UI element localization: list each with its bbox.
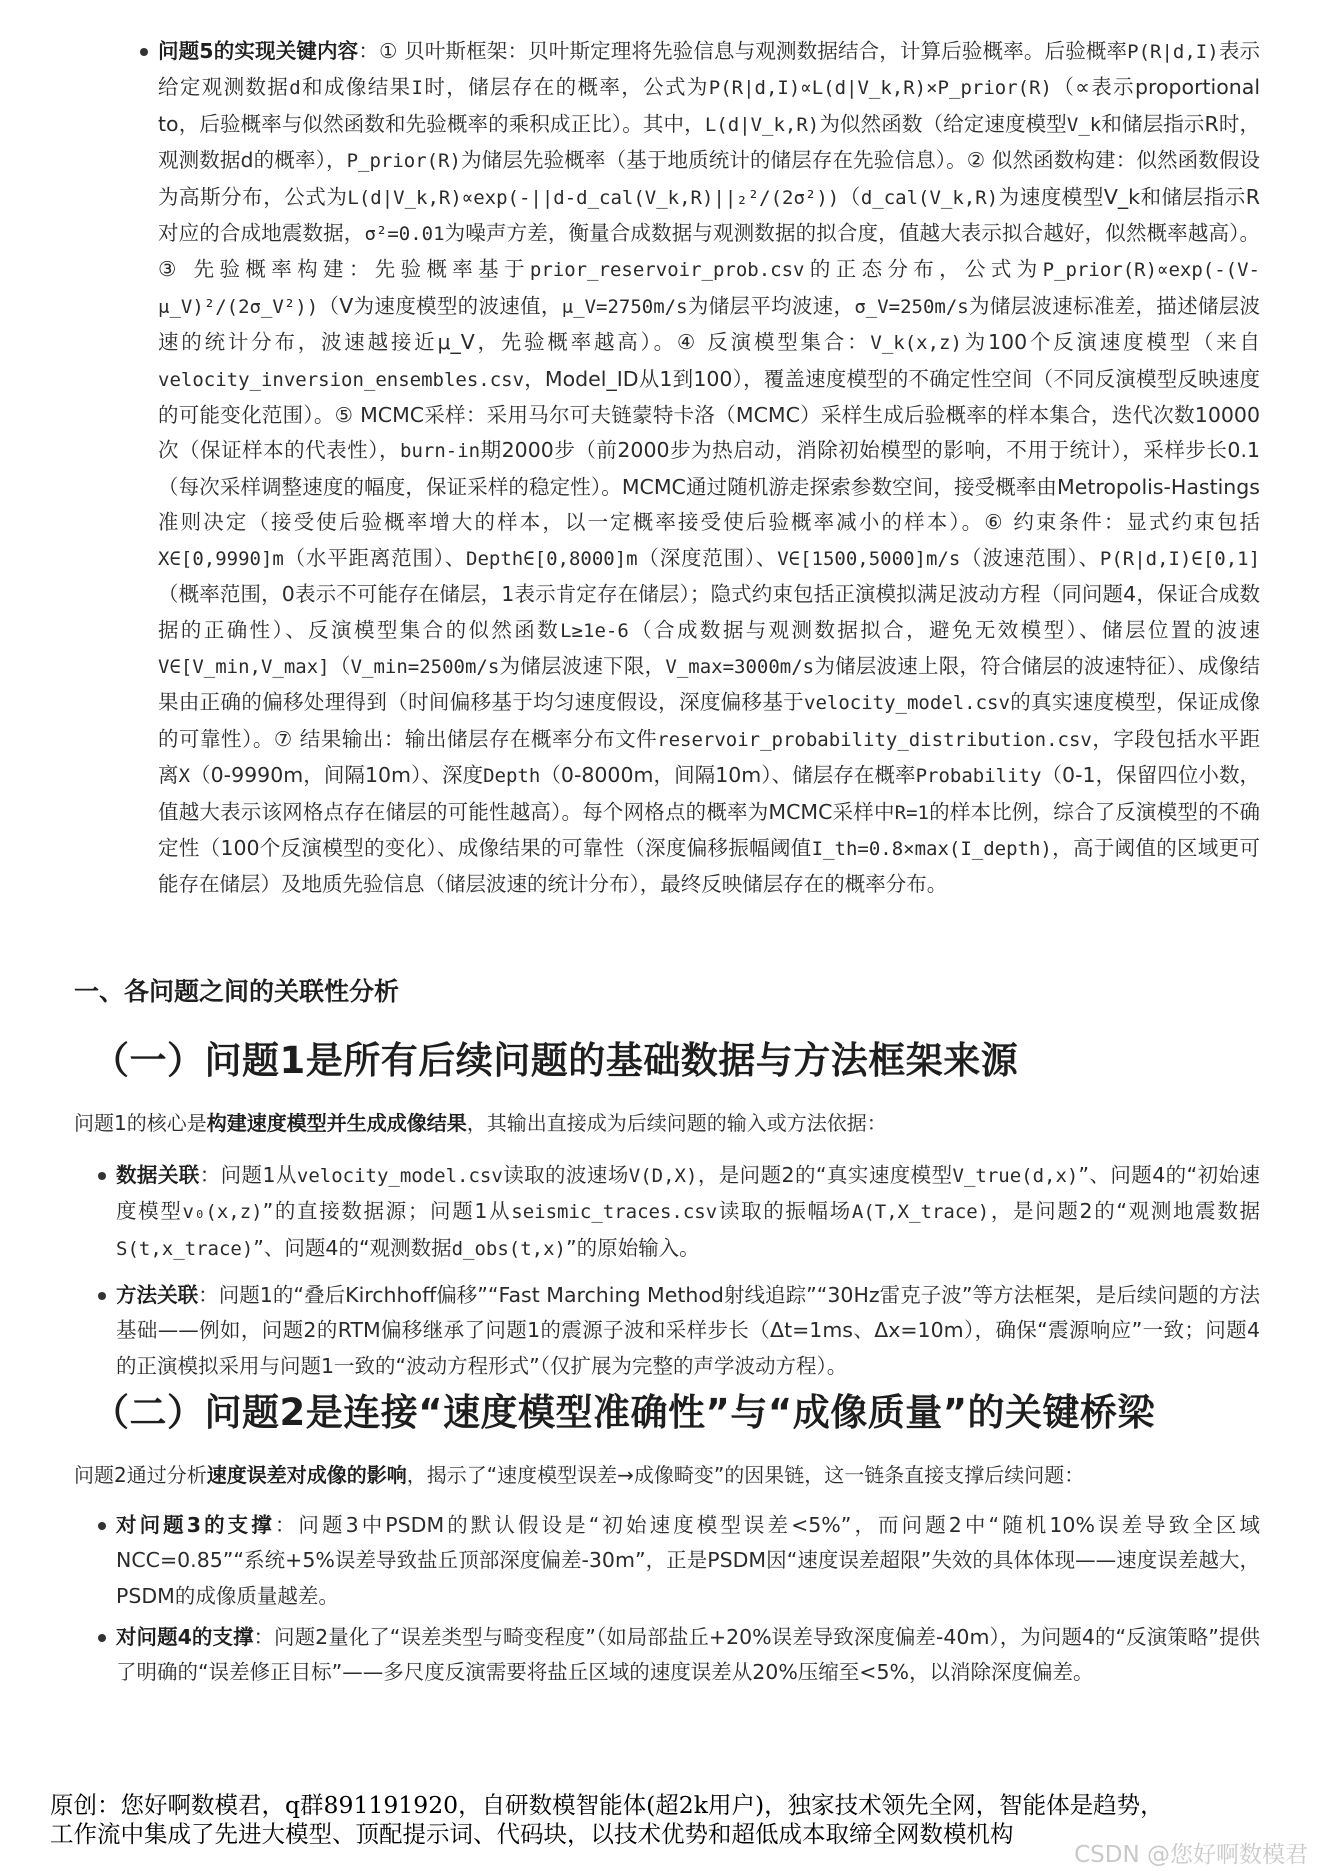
text: （概率范围，0表示不可能存在储层，1表示肯定存在储层）；隐式约束包括正演模拟满足波动方程（同问题4，保证合成数据的正确性）、反演模型集合的似然函数 — [158, 582, 1260, 642]
text: 为速度模型V_k和储层指示R对应的合成地震数据， — [158, 184, 1261, 246]
code: d_cal(V_k,R) — [860, 186, 999, 209]
code: R=1 — [894, 801, 929, 824]
bullet-lead: 方法关联 — [116, 1283, 199, 1307]
text: （深度范围）、 — [637, 545, 778, 570]
text: ，Model_ID从1到100），覆盖速度模型的不确定性空间（不同反演模型反映速度的可能变化范围）。⑤ MCMC采样：采用马尔可夫链蒙特卡洛（MCMC）采样生成后验概率的样本集合，迭代次数10000次（保证样本的代表性）， — [158, 366, 1260, 463]
code: prior_reservoir_prob.csv — [529, 259, 805, 282]
text: 为储层波速下限， — [499, 653, 666, 678]
text: ”的原始输入。 — [565, 1235, 700, 1260]
method-relation-bullet — [116, 1278, 1260, 1384]
text: （V为速度模型的波速值， — [318, 293, 562, 318]
watermark: CSDN @您好啊数模君 — [1074, 1842, 1308, 1868]
code: V_k — [1066, 113, 1102, 136]
code: seismic_traces.csv — [511, 1201, 718, 1224]
text: 为储层平均波速， — [687, 293, 855, 318]
code: P_prior(R) — [346, 150, 461, 173]
support-q3-bullet — [116, 1508, 1260, 1614]
code: P(R|d,I) — [1127, 41, 1219, 63]
code: reservoir_probability_distribution.csv — [657, 728, 1092, 751]
text: 读取的振幅场 — [717, 1199, 852, 1224]
text: 问题1的核心是 — [74, 1111, 207, 1135]
code: P_prior(R)∝exp(-(V-μ_V)²/(2σ_V²)) — [158, 259, 1260, 318]
text: 表示给定观测数据 — [158, 39, 1260, 100]
text: ：问题1从 — [199, 1163, 297, 1187]
text: 为储层波速标准差，描述储层波速的统计分布，波速越接近μ_V，先验概率越高）。④ 反演模型集合： — [158, 293, 1261, 355]
text: （0-9990m，间隔10m）、深度 — [190, 763, 484, 788]
text: 的真实速度模型，保证成像的可靠性）。⑦ 结果输出：输出储层存在概率分布文件 — [158, 690, 1261, 751]
code: X — [178, 765, 191, 788]
text: （水平距离范围）、 — [283, 545, 467, 570]
code: V_min=2500m/s — [350, 655, 500, 678]
code: burn-in — [400, 440, 481, 463]
bullet-dot — [98, 1522, 106, 1530]
data-relation-bullet — [116, 1158, 1260, 1267]
code: I — [411, 77, 423, 100]
code: V_max=3000m/s — [665, 655, 815, 678]
code: d_obs(t,x) — [451, 1237, 566, 1260]
code: velocity_inversion_ensembles.csv — [158, 368, 525, 391]
code: V_true(d,x) — [952, 1165, 1079, 1187]
code: d — [289, 77, 301, 100]
text: 的样本比例，综合了反演模型的不确定性（100个反演模型的变化）、成像结果的可靠性（深度偏移振幅阈值 — [158, 799, 1260, 860]
text: 问题2通过分析 — [74, 1463, 207, 1487]
text: ：问题3中PSDM的默认假设是“初始速度模型误差<5%”，而问题2中“随机10%误差导致全区域NCC=0.85”“系统+5%误差导致盐丘顶部深度偏差-30m”，正是PSDM因“速度误差超限”失效的具体体现——速度误差越大，PSDM的成像质量越差。 — [116, 1513, 1260, 1608]
bullet-dot — [140, 48, 148, 56]
text: ”、问题4的“初始速度模型 — [116, 1163, 1260, 1224]
bold-text: 构建速度模型并生成成像结果 — [206, 1111, 467, 1135]
code: L≥1e-6 — [560, 619, 629, 642]
code: S(t,x_trace) — [116, 1237, 254, 1260]
text: 为噪声方差，衡量合成数据与观测数据的拟合度，值越大表示拟合越好，似然概率越高）。③ 先验概率构建：先验概率基于 — [158, 221, 1261, 282]
code: L(d|V_k,R)∝exp(-||d-d_cal(V_k,R)||₂²/(2σ²)) — [347, 186, 840, 209]
code: V∈[V_min,V_max] — [158, 655, 330, 678]
code: v₀(x,z) — [182, 1201, 263, 1224]
text: （0-1，保留四位小数，值越大表示该网格点存在储层的可能性越高）。每个网格点的概率为MCMC采样中 — [158, 763, 1261, 824]
text: ，是问题2的“真实速度模型 — [697, 1163, 953, 1187]
code: σ_V=250m/s — [854, 295, 969, 318]
text: 读取的波速场 — [502, 1163, 629, 1187]
text: ，揭示了“速度模型误差→成像畸变”的因果链，这一链条直接支撑后续问题： — [406, 1463, 1085, 1487]
bullet-lead: 对问题3的支撑 — [116, 1513, 275, 1537]
text: 期2000步（前2000步为热启动，消除初始模型的影响，不用于统计），采样步长0.1（每次采样调整速度的幅度，保证采样的稳定性）。MCMC通过随机游走探索参数空间，接受概率由Metropolis-Hastings准则决定（接受使后验概率增大的样本，以一定概率接受使后验概率减小的样本）。⑥ 约束条件：显式约束包括 — [158, 438, 1261, 535]
text: （合成数据与观测数据拟合，避免无效模型）、储层位置的波速 — [628, 617, 1261, 642]
code: μ_V=2750m/s — [561, 295, 688, 318]
text: （波速范围）、 — [960, 545, 1100, 570]
text: （0-8000m，间隔10m）、储层存在概率 — [540, 763, 916, 788]
text: 时，储层存在的概率，公式为 — [422, 75, 709, 100]
text: （ — [839, 184, 861, 209]
subsection-1-title: （一）问题1是所有后续问题的基础数据与方法框架来源 — [92, 1039, 1019, 1082]
code: Depth — [483, 765, 541, 788]
text: （ — [329, 653, 351, 678]
subsection-2-title: （二）问题2是连接“速度模型准确性”与“成像质量”的关键桥梁 — [92, 1391, 1156, 1434]
text: （∝表示proportional to，后验概率与似然函数和先验概率的乘积成正比）。其中， — [158, 75, 1261, 136]
text: 为似然函数（给定速度模型 — [819, 111, 1067, 136]
text: 和成像结果 — [300, 75, 412, 100]
footer-line: 工作流中集成了先进大模型、顶配提示词、代码块，以技术优势和超低成本取缔全网数模机构 — [50, 1820, 1014, 1848]
bullet-dot — [98, 1172, 106, 1180]
text: ：① 贝叶斯框架：贝叶斯定理将先验信息与观测数据结合，计算后验概率。后验概率 — [358, 39, 1128, 63]
footer-line: 原创：您好啊数模君，q群891191920，自研数模智能体(超2k用户)，独家技术领先全网，智能体是趋势， — [50, 1791, 1164, 1819]
bold-text: 速度误差对成像的影响 — [206, 1463, 407, 1487]
bullet-dot — [98, 1634, 106, 1642]
text: ，其输出直接成为后续问题的输入或方法依据： — [466, 1111, 887, 1135]
code: V_k(x,z) — [870, 332, 962, 355]
code: Depth∈[0,8000]m — [466, 547, 638, 570]
bullet-lead: 数据关联 — [116, 1163, 200, 1187]
code: V∈[1500,5000]m/s — [777, 547, 961, 570]
text: ，高于阈值的区域更可能存在储层）及地质先验信息（储层波速的统计分布），最终反映储层存在的概率分布。 — [158, 835, 1260, 897]
code: velocity_model.csv — [804, 692, 1010, 715]
text: ，字段包括水平距离 — [158, 726, 1260, 788]
code: X∈[0,9990]m — [158, 547, 284, 570]
code: velocity_model.csv — [296, 1165, 503, 1187]
text: ”的直接数据源；问题1从 — [262, 1199, 512, 1224]
code: L(d|V_k,R) — [704, 113, 820, 136]
code: Probability — [915, 765, 1042, 788]
problem5-bullet — [158, 34, 1260, 903]
code: I_th=0.8×max(I_depth) — [811, 837, 1052, 860]
bullet-dot — [98, 1292, 106, 1300]
bullet-lead: 对问题4的支撑 — [116, 1625, 254, 1649]
text: 为储层先验概率（基于地质统计的储层存在先验信息）。② 似然函数构建：似然函数假设为高斯分布，公式为 — [158, 148, 1260, 209]
code: P(R|d,I)∈[0,1] — [1099, 547, 1261, 570]
code: A(T,X_trace) — [851, 1201, 990, 1224]
text: 为100个反演速度模型（来自 — [961, 330, 1260, 355]
section-title: 一、各问题之间的关联性分析 — [74, 977, 400, 1006]
text: ，是问题2的“观测地震数据 — [989, 1199, 1261, 1224]
text: ：问题2量化了“误差类型与畸变程度”（如局部盐丘+20%误差导致深度偏差-40m），为问题4的“反演策略”提供了明确的“误差修正目标”——多尺度反演需要将盐丘区域的速度误差从20%压缩至<5%，以消除深度偏差。 — [116, 1625, 1260, 1685]
code: σ²=0.01 — [364, 223, 445, 246]
text: 和储层指示R时，观测数据d的概率）， — [158, 111, 1260, 173]
code: V(D,X) — [628, 1165, 698, 1187]
problem5-lead: 问题5的实现关键内容 — [158, 39, 359, 63]
text: 的正态分布，公式为 — [804, 257, 1043, 282]
subsection-2-intro — [74, 1460, 1084, 1490]
support-q4-bullet — [116, 1620, 1260, 1691]
text: 为储层波速上限，符合储层的波速特征）、成像结果由正确的偏移处理得到（时间偏移基于均匀速度假设，深度偏移基于 — [158, 653, 1261, 715]
subsection-1-intro — [74, 1108, 887, 1138]
code: P(R|d,I)∝L(d|V_k,R)×P_prior(R) — [708, 77, 1052, 100]
text: ：问题1的“叠后Kirchhoff偏移”“Fast Marching Method射线追踪”“30Hz雷克子波”等方法框架，是后续问题的方法基础——例如，问题2的RTM偏移继承了问题1的震源子波和采样步长（Δt=1ms、Δx=10m），确保“震源响应”一致；问题4的正演模拟采用与问题1一致的“波动方程形式”（仅扩展为完整的声学波动方程）。 — [116, 1283, 1261, 1378]
text: ”、问题4的“观测数据 — [253, 1235, 452, 1260]
